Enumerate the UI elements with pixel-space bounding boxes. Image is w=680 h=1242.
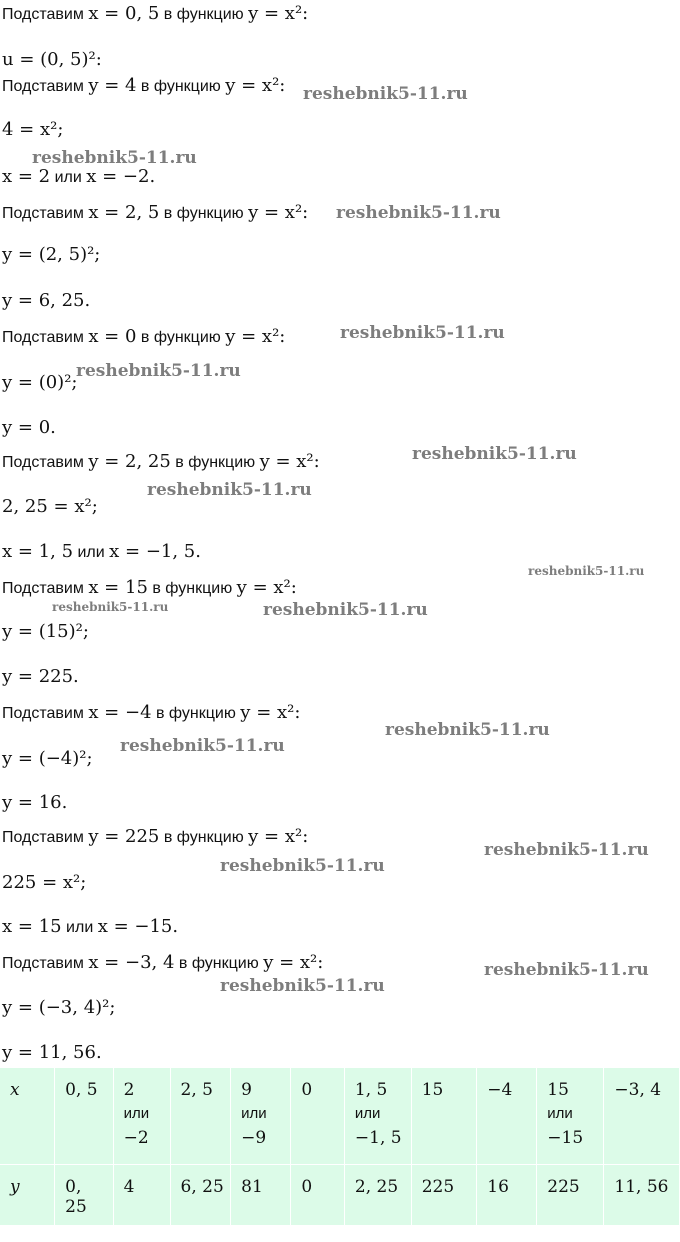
line-text: Подставим: [2, 329, 89, 346]
watermark: reshebnik5-11.ru: [528, 564, 645, 578]
solution-line: [2, 793, 67, 814]
watermark: reshebnik5-11.ru: [220, 856, 385, 876]
math-expression: y = x²:: [225, 75, 286, 96]
solution-line: [2, 4, 308, 25]
math-expression: y = 225.: [2, 666, 79, 687]
table-cell: 0: [291, 1165, 345, 1226]
math-expression: y = x²:: [259, 451, 320, 472]
math-expression: y = (−3, 4)²;: [2, 997, 116, 1018]
table-cell: [291, 1068, 345, 1165]
math-expression: y = 6, 25.: [2, 290, 91, 311]
math-expression: y = x²:: [240, 702, 301, 723]
solution-line: [2, 622, 89, 643]
line-text: или: [50, 169, 87, 186]
solution-line: [2, 998, 115, 1019]
cell-text: 1, 5: [354, 1080, 388, 1100]
cell-text: −1, 5: [354, 1128, 402, 1148]
solution-line: [2, 578, 297, 599]
cell-text: −15: [547, 1128, 584, 1148]
math-expression: x = −1, 5.: [109, 541, 201, 562]
table-row-x: [0, 1068, 680, 1165]
watermark: reshebnik5-11.ru: [263, 600, 428, 620]
line-text: в функцию: [151, 705, 241, 722]
table-cell: 4: [113, 1165, 170, 1226]
table-cell: [344, 1068, 411, 1165]
cell-text: −2: [123, 1128, 149, 1148]
solution-line: [2, 327, 285, 348]
math-expression: 4 = x²;: [2, 119, 64, 140]
line-text: Подставим: [2, 454, 89, 471]
solution-line: [2, 703, 300, 724]
watermark: reshebnik5-11.ru: [385, 720, 550, 740]
watermark: reshebnik5-11.ru: [484, 960, 649, 980]
table-cell: [537, 1068, 604, 1165]
table-cell: 225: [537, 1165, 604, 1226]
line-text: в функцию: [170, 454, 260, 471]
solution-line: [2, 917, 178, 938]
math-expression: y = 4: [88, 75, 137, 96]
line-text: в функцию: [136, 78, 226, 95]
math-expression: u = (0, 5)²:: [2, 49, 102, 70]
cell-text: 15: [421, 1080, 444, 1100]
solution-line: [2, 497, 98, 518]
cell-text: −3, 4: [614, 1080, 662, 1100]
math-expression: 2, 25 = x²;: [2, 496, 98, 517]
watermark: reshebnik5-11.ru: [32, 148, 197, 168]
line-text: Подставим: [2, 580, 89, 597]
table-cell: 0, 25: [55, 1165, 113, 1226]
math-expression: x = 2, 5: [88, 202, 160, 223]
solution-line: [2, 373, 77, 394]
cell-text: 2, 5: [180, 1080, 213, 1100]
values-table: [0, 1068, 680, 1226]
line-text: в функцию: [136, 329, 226, 346]
math-expression: y = x²:: [263, 952, 324, 973]
math-expression: x = 2: [2, 166, 51, 187]
table-cell: [0, 1068, 55, 1165]
math-expression: y = 0.: [2, 417, 56, 438]
math-expression: x = −4: [88, 702, 152, 723]
cell-text: x: [10, 1080, 20, 1100]
watermark: reshebnik5-11.ru: [76, 361, 241, 381]
line-text: Подставим: [2, 205, 89, 222]
watermark: reshebnik5-11.ru: [303, 84, 468, 104]
math-expression: x = 0, 5: [88, 3, 160, 24]
table-cell: [55, 1068, 113, 1165]
solution-line: [2, 167, 155, 188]
table-cell: y: [0, 1165, 55, 1226]
solution-line: [2, 452, 320, 473]
solution-line: [2, 667, 79, 688]
math-expression: y = x²:: [248, 202, 309, 223]
math-expression: y = (−4)²;: [2, 748, 93, 769]
solution-line: [2, 827, 308, 848]
line-text: в функцию: [147, 580, 237, 597]
solution-line: [2, 418, 56, 439]
math-expression: x = 15: [2, 916, 62, 937]
watermark: reshebnik5-11.ru: [52, 600, 169, 614]
solution-line: [2, 76, 285, 97]
line-text: или: [61, 919, 98, 936]
solution-line: [2, 1043, 102, 1064]
line-text: Подставим: [2, 829, 89, 846]
table-cell: [231, 1068, 291, 1165]
cell-text: 9: [241, 1080, 252, 1100]
line-text: Подставим: [2, 78, 89, 95]
cell-text: 0: [301, 1080, 313, 1100]
solution-line: [2, 542, 201, 563]
cell-text: 2: [123, 1080, 135, 1100]
watermark: reshebnik5-11.ru: [340, 323, 505, 343]
math-expression: y = x²:: [248, 3, 309, 24]
math-expression: y = (15)²;: [2, 621, 89, 642]
math-expression: y = 2, 25: [88, 451, 171, 472]
watermark: reshebnik5-11.ru: [484, 840, 649, 860]
math-expression: x = −3, 4: [88, 952, 175, 973]
line-text: в функцию: [159, 829, 249, 846]
math-expression: y = (2, 5)²;: [2, 244, 101, 265]
cell-text: или: [354, 1105, 381, 1122]
table-cell: 11, 56: [604, 1165, 680, 1226]
solution-line: [2, 291, 90, 312]
watermark: reshebnik5-11.ru: [412, 444, 577, 464]
line-text: Подставим: [2, 6, 89, 23]
solution-line: [2, 873, 86, 894]
watermark: reshebnik5-11.ru: [336, 203, 501, 223]
solution-line: [2, 953, 323, 974]
table-cell: 225: [411, 1165, 477, 1226]
math-expression: y = (0)²;: [2, 372, 78, 393]
math-expression: y = x²:: [225, 326, 286, 347]
cell-text: или: [241, 1105, 267, 1122]
line-text: в функцию: [174, 955, 264, 972]
math-expression: x = 15: [88, 577, 148, 598]
cell-text: −9: [241, 1128, 267, 1148]
cell-text: 0, 5: [65, 1080, 98, 1100]
solution-line: [2, 203, 308, 224]
table-cell: 2, 25: [344, 1165, 411, 1226]
math-expression: y = 225: [88, 826, 160, 847]
math-expression: y = x²:: [248, 826, 309, 847]
table-cell: [170, 1068, 231, 1165]
solution-line: [2, 50, 102, 71]
math-expression: x = 0: [88, 326, 137, 347]
watermark: reshebnik5-11.ru: [120, 736, 285, 756]
line-text: или: [73, 544, 110, 561]
cell-text: −4: [487, 1080, 513, 1100]
watermark: reshebnik5-11.ru: [220, 976, 385, 996]
math-expression: y = 16.: [2, 792, 68, 813]
solution-line: [2, 245, 100, 266]
table-cell: [113, 1068, 170, 1165]
watermark: reshebnik5-11.ru: [147, 480, 312, 500]
line-text: Подставим: [2, 705, 89, 722]
table-row-y: [0, 1165, 680, 1226]
table-cell: [604, 1068, 680, 1165]
math-expression: y = x²:: [236, 577, 297, 598]
math-expression: x = −2.: [86, 166, 156, 187]
line-text: Подставим: [2, 955, 89, 972]
math-expression: x = −15.: [97, 916, 179, 937]
table-cell: 81: [231, 1165, 291, 1226]
table-cell: [477, 1068, 537, 1165]
line-text: в функцию: [159, 6, 249, 23]
math-expression: y = 11, 56.: [2, 1042, 102, 1063]
table-cell: [411, 1068, 477, 1165]
cell-text: или: [547, 1105, 573, 1122]
solution-line: [2, 749, 93, 770]
math-expression: 225 = x²;: [2, 872, 87, 893]
line-text: в функцию: [159, 205, 249, 222]
table-cell: 6, 25: [170, 1165, 231, 1226]
table-cell: 16: [477, 1165, 537, 1226]
cell-text: или: [123, 1105, 150, 1122]
solution-line: [2, 120, 63, 141]
cell-text: 15: [547, 1080, 569, 1100]
math-expression: x = 1, 5: [2, 541, 74, 562]
